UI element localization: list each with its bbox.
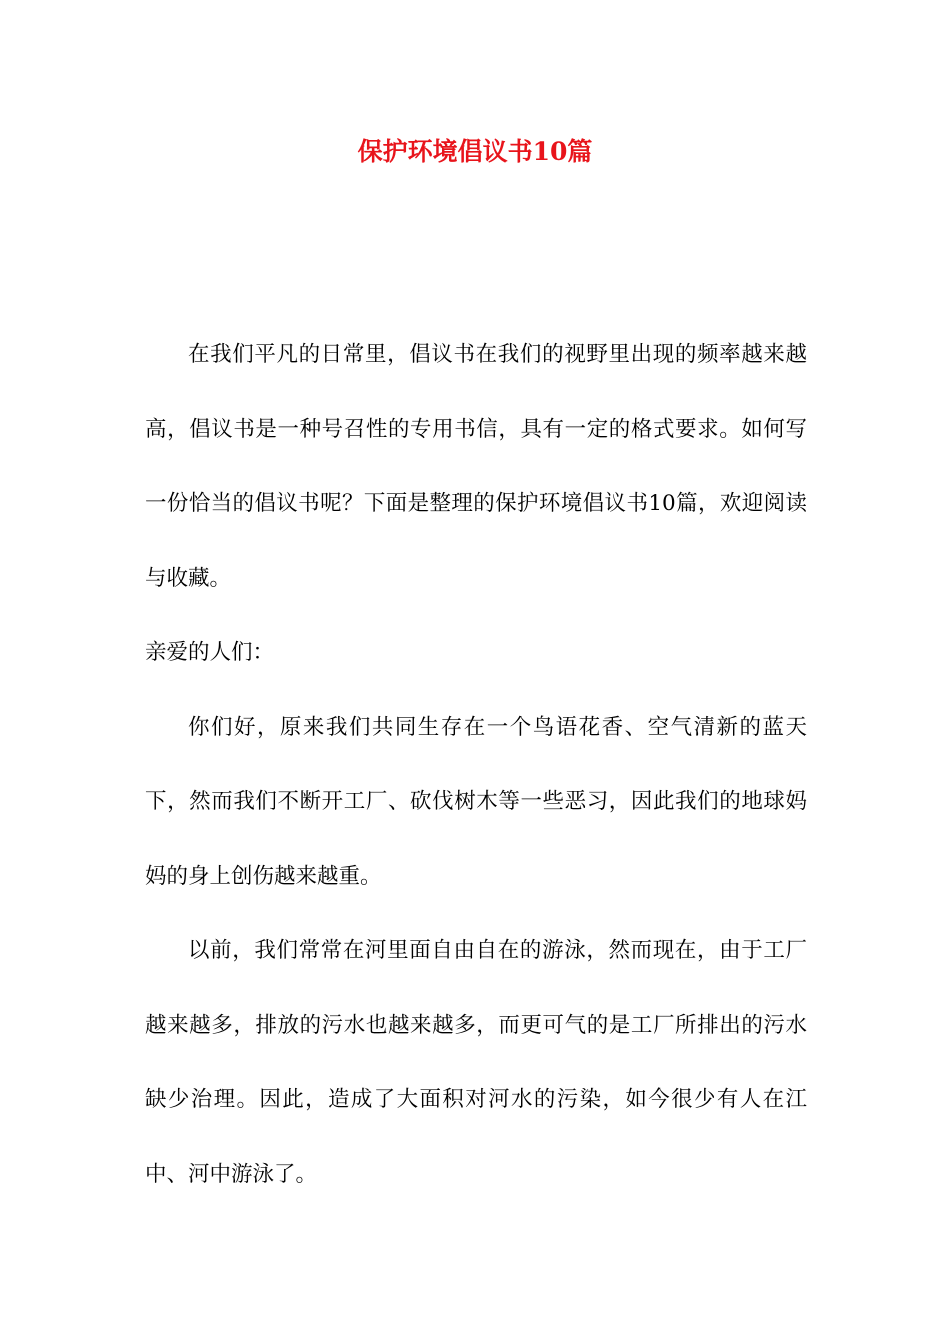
paragraph-river-pollution: 以前，我们常常在河里面自由自在的游泳，然而现在，由于工厂越来越多，排放的污水也越来越多，而更可气的是工厂所排出的污水缺少治理。因此，造成了大面积对河水的污染，如今很少有人在江中、河中游泳了。 xyxy=(145,938,807,1187)
paragraph-salutation: 亲爱的人们： xyxy=(145,640,275,665)
paragraph-intro: 在我们平凡的日常里，倡议书在我们的视野里出现的频率越来越高，倡议书是一种号召性的专用书信，具有一定的格式要求。如何写一份恰当的倡议书呢？下面是整理的保护环境倡议书10篇，欢迎阅读与收藏。 xyxy=(145,342,807,591)
paragraph-greeting: 你们好，原来我们共同生存在一个鸟语花香、空气清新的蓝天下，然而我们不断开工厂、砍伐树木等一些恶习，因此我们的地球妈妈的身上创伤越来越重。 xyxy=(145,714,807,889)
document-body xyxy=(145,318,807,1212)
document-title: 保护环境倡议书10篇 xyxy=(357,137,593,166)
